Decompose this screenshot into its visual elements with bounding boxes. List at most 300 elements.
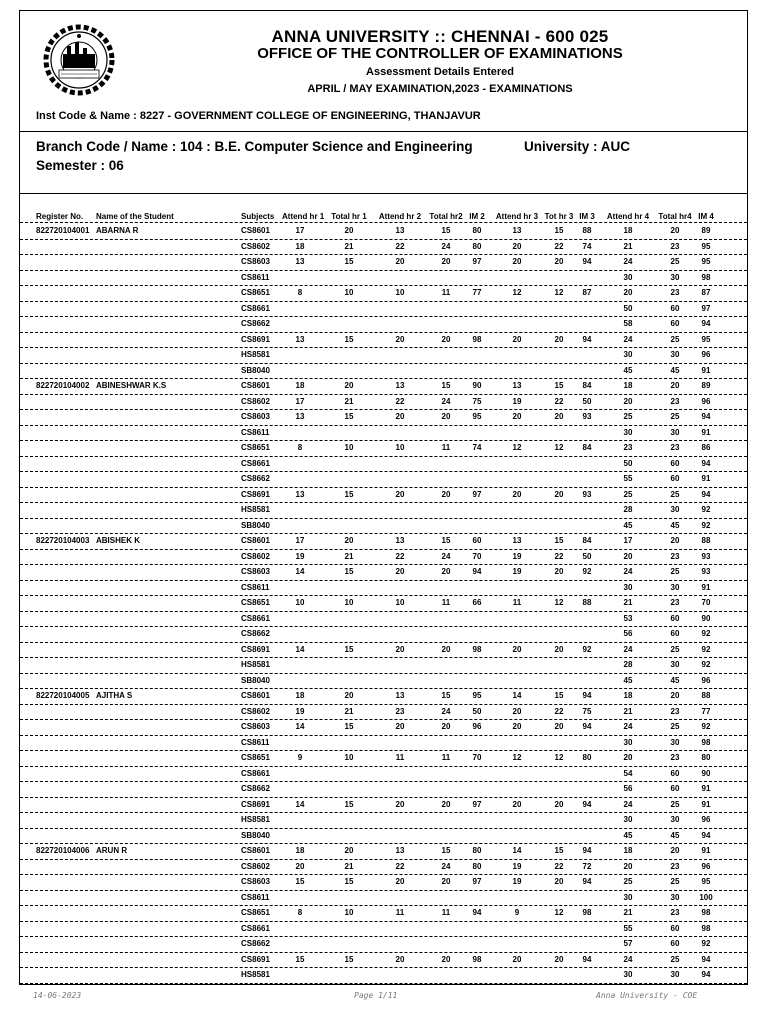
subject-cell: CS8661 [241,613,270,623]
subject-cell: CS8601 [241,226,270,235]
register-no-cell: 822720104001 [36,226,90,235]
total-hr3-cell: 22 [554,551,564,561]
total-hr4-cell: 23 [670,753,680,762]
table-row [20,255,747,271]
total-hr4-cell: 25 [670,257,680,266]
subject-cell: CS8691 [241,954,270,964]
im3-cell: 98 [582,908,592,917]
total-hr2-cell: 20 [441,489,451,499]
attend-hr2-cell: 20 [395,954,405,964]
attend-hr3-cell: 20 [512,257,522,266]
total-hr4-cell: 60 [670,768,680,778]
im3-cell: 93 [582,412,592,421]
attend-hr3-cell: 14 [512,846,522,855]
column-header: Register No. [36,212,84,221]
total-hr4-cell: 60 [670,939,680,948]
total-hr4-cell: 23 [670,288,680,297]
total-hr1-cell: 15 [344,954,354,964]
subject-cell: CS8651 [241,443,270,452]
im4-cell: 96 [701,815,711,824]
attend-hr4-cell: 25 [623,489,633,499]
attend-hr4-cell: 24 [623,799,633,809]
attend-hr1-cell: 14 [295,567,305,576]
im4-cell: 94 [701,489,711,499]
attend-hr4-cell: 20 [623,288,633,297]
total-hr3-cell: 20 [554,257,564,266]
attend-hr4-cell: 18 [623,846,633,855]
assessment-table [20,224,747,985]
subject-cell: CS8611 [241,892,270,902]
page-number: Page 1/11 [354,991,398,1000]
table-row [20,612,747,628]
report-title: Assessment Details Entered [366,66,514,78]
total-hr2-cell: 11 [441,908,451,917]
total-hr3-cell: 20 [554,412,564,421]
im2-cell: 80 [472,241,482,251]
attend-hr1-cell: 17 [295,396,305,406]
attend-hr2-cell: 20 [395,489,405,499]
subject-cell: CS8661 [241,768,270,778]
attend-hr4-cell: 24 [623,567,633,576]
attend-hr4-cell: 23 [623,443,633,452]
attend-hr4-cell: 25 [623,877,633,886]
attend-hr4-cell: 56 [623,629,633,638]
subject-cell: CS8651 [241,598,270,607]
total-hr2-cell: 20 [441,567,451,576]
total-hr4-cell: 25 [670,412,680,421]
im3-cell: 94 [582,799,592,809]
subject-cell: CS8611 [241,737,270,747]
student-name-cell: ABARNA R [96,226,139,235]
total-hr3-cell: 15 [554,846,564,855]
im2-cell: 70 [472,551,482,561]
table-row [20,488,747,504]
total-hr3-cell: 22 [554,241,564,251]
attend-hr1-cell: 17 [295,226,305,235]
table-row [20,689,747,705]
total-hr1-cell: 15 [344,799,354,809]
im2-cell: 98 [472,954,482,964]
im4-cell: 93 [701,567,711,576]
total-hr4-cell: 30 [670,582,680,592]
attend-hr3-cell: 19 [512,396,522,406]
im3-cell: 94 [582,722,592,731]
column-header: Attend hr 3 [495,212,539,221]
attend-hr1-cell: 8 [297,443,303,452]
university-field: University : AUC [524,139,631,154]
total-hr1-cell: 21 [344,706,354,716]
im4-cell: 97 [701,303,711,313]
table-row [20,813,747,829]
total-hr3-cell: 20 [554,877,564,886]
subject-cell: CS8601 [241,381,270,390]
column-header: IM 4 [698,212,714,221]
total-hr4-cell: 30 [670,505,680,514]
table-row [20,953,747,969]
im3-cell: 94 [582,954,592,964]
total-hr1-cell: 20 [344,226,354,235]
subject-cell: CS8611 [241,427,270,437]
attend-hr3-cell: 13 [512,536,522,545]
subject-cell: SB8040 [241,830,270,840]
attend-hr4-cell: 45 [623,520,633,530]
table-header [20,209,747,223]
im4-cell: 95 [701,257,711,266]
total-hr4-cell: 45 [670,365,680,375]
subject-cell: CS8602 [241,551,270,561]
subject-cell: CS8602 [241,861,270,871]
total-hr4-cell: 60 [670,474,680,483]
attend-hr4-cell: 17 [623,536,633,545]
im4-cell: 91 [701,582,711,592]
total-hr4-cell: 45 [670,520,680,530]
im4-cell: 98 [701,923,711,933]
total-hr1-cell: 15 [344,334,354,344]
im4-cell: 90 [701,768,711,778]
table-row [20,224,747,240]
attend-hr1-cell: 13 [295,489,305,499]
total-hr1-cell: 21 [344,551,354,561]
im2-cell: 98 [472,644,482,654]
total-hr2-cell: 20 [441,799,451,809]
attend-hr4-cell: 56 [623,784,633,793]
im2-cell: 97 [472,257,482,266]
im2-cell: 74 [472,443,482,452]
subject-cell: SB8040 [241,675,270,685]
student-name-cell: ABISHEK K [96,536,141,545]
table-row [20,751,747,767]
im4-cell: 92 [701,629,711,638]
table-row [20,503,747,519]
im3-cell: 84 [582,443,592,452]
im2-cell: 94 [472,567,482,576]
table-row [20,844,747,860]
attend-hr4-cell: 20 [623,753,633,762]
im4-cell: 96 [701,350,711,359]
table-row [20,875,747,891]
table-row [20,581,747,597]
subject-cell: CS8651 [241,908,270,917]
total-hr3-cell: 15 [554,381,564,390]
im3-cell: 88 [582,598,592,607]
subject-cell: HS8581 [241,350,270,359]
im4-cell: 92 [701,644,711,654]
total-hr2-cell: 11 [441,753,451,762]
total-hr4-cell: 20 [670,846,680,855]
total-hr1-cell: 15 [344,877,354,886]
attend-hr3-cell: 12 [512,443,522,452]
column-header: Total hr2 [429,212,463,221]
attend-hr2-cell: 13 [395,226,405,235]
subject-cell: HS8581 [241,660,270,669]
total-hr4-cell: 60 [670,319,680,328]
total-hr4-cell: 30 [670,892,680,902]
table-row [20,627,747,643]
subject-cell: HS8581 [241,505,270,514]
total-hr4-cell: 20 [670,226,680,235]
subject-cell: CS8602 [241,241,270,251]
im4-cell: 92 [701,722,711,731]
attend-hr4-cell: 24 [623,334,633,344]
total-hr4-cell: 23 [670,551,680,561]
total-hr4-cell: 45 [670,675,680,685]
total-hr2-cell: 24 [441,241,451,251]
total-hr3-cell: 22 [554,396,564,406]
im2-cell: 77 [472,288,482,297]
attend-hr1-cell: 15 [295,877,305,886]
attend-hr4-cell: 30 [623,892,633,902]
subject-cell: CS8603 [241,257,270,266]
subject-cell: SB8040 [241,365,270,375]
attend-hr3-cell: 19 [512,551,522,561]
student-name-cell: ABINESHWAR K.S [96,381,167,390]
im2-cell: 95 [472,412,482,421]
table-row [20,798,747,814]
attend-hr2-cell: 20 [395,334,405,344]
attend-hr3-cell: 12 [512,288,522,297]
total-hr1-cell: 20 [344,536,354,545]
im2-cell: 94 [472,908,482,917]
subject-cell: CS8603 [241,567,270,576]
im4-cell: 91 [701,365,711,375]
subject-cell: CS8661 [241,923,270,933]
attend-hr2-cell: 20 [395,644,405,654]
attend-hr1-cell: 15 [295,954,305,964]
total-hr2-cell: 15 [441,691,451,700]
attend-hr1-cell: 8 [297,908,303,917]
total-hr4-cell: 30 [670,737,680,747]
attend-hr3-cell: 20 [512,644,522,654]
total-hr1-cell: 10 [344,288,354,297]
total-hr2-cell: 20 [441,722,451,731]
attend-hr1-cell: 17 [295,536,305,545]
attend-hr3-cell: 20 [512,334,522,344]
subject-cell: CS8691 [241,799,270,809]
table-row [20,922,747,938]
column-header: Attend hr 4 [606,212,650,221]
im3-cell: 94 [582,877,592,886]
total-hr4-cell: 60 [670,923,680,933]
university-title: ANNA UNIVERSITY :: CHENNAI - 600 025 [271,27,609,46]
table-row [20,860,747,876]
total-hr2-cell: 20 [441,877,451,886]
total-hr4-cell: 20 [670,691,680,700]
im4-cell: 94 [701,830,711,840]
table-row [20,705,747,721]
attend-hr2-cell: 13 [395,536,405,545]
office-title: OFFICE OF THE CONTROLLER OF EXAMINATIONS [257,45,623,62]
im4-cell: 91 [701,474,711,483]
total-hr4-cell: 60 [670,613,680,623]
total-hr2-cell: 15 [441,846,451,855]
im2-cell: 95 [472,691,482,700]
im4-cell: 90 [701,613,711,623]
attend-hr4-cell: 24 [623,722,633,731]
table-row [20,984,747,986]
subject-cell: CS8651 [241,288,270,297]
subject-cell: CS8691 [241,644,270,654]
im4-cell: 92 [701,660,711,669]
total-hr2-cell: 24 [441,861,451,871]
attend-hr3-cell: 9 [514,908,520,917]
total-hr4-cell: 30 [670,970,680,979]
im3-cell: 94 [582,257,592,266]
total-hr4-cell: 20 [670,536,680,545]
divider [20,131,747,132]
total-hr4-cell: 25 [670,799,680,809]
im4-cell: 94 [701,458,711,468]
attend-hr4-cell: 28 [623,505,633,514]
total-hr2-cell: 15 [441,226,451,235]
attend-hr1-cell: 13 [295,334,305,344]
total-hr4-cell: 25 [670,877,680,886]
table-row [20,519,747,535]
im4-cell: 92 [701,939,711,948]
im4-cell: 86 [701,443,711,452]
im4-cell: 89 [701,226,711,235]
total-hr1-cell: 15 [344,257,354,266]
total-hr4-cell: 60 [670,303,680,313]
table-row [20,565,747,581]
im4-cell: 80 [701,753,711,762]
attend-hr2-cell: 10 [395,288,405,297]
total-hr3-cell: 15 [554,691,564,700]
im4-cell: 98 [701,737,711,747]
column-header: Total hr4 [658,212,692,221]
im4-cell: 95 [701,334,711,344]
subject-cell: CS8602 [241,396,270,406]
attend-hr2-cell: 13 [395,381,405,390]
im3-cell: 72 [582,861,592,871]
attend-hr3-cell: 11 [512,598,522,607]
total-hr3-cell: 20 [554,567,564,576]
table-row [20,333,747,349]
attend-hr2-cell: 20 [395,412,405,421]
print-date: 14-06-2023 [33,991,82,1000]
table-row [20,302,747,318]
total-hr4-cell: 30 [670,427,680,437]
column-header: Tot hr 3 [544,212,574,221]
im2-cell: 60 [472,536,482,545]
total-hr2-cell: 11 [441,443,451,452]
total-hr4-cell: 23 [670,598,680,607]
attend-hr2-cell: 10 [395,443,405,452]
im2-cell: 97 [472,877,482,886]
subject-cell: CS8603 [241,722,270,731]
total-hr4-cell: 23 [670,241,680,251]
im2-cell: 90 [472,381,482,390]
total-hr4-cell: 30 [670,272,680,282]
student-name-cell: AJITHA S [96,691,133,700]
im3-cell: 94 [582,334,592,344]
total-hr3-cell: 12 [554,908,564,917]
table-row [20,937,747,953]
attend-hr1-cell: 13 [295,412,305,421]
table-row [20,286,747,302]
attend-hr2-cell: 11 [395,908,405,917]
im3-cell: 84 [582,381,592,390]
attend-hr4-cell: 21 [623,908,633,917]
total-hr4-cell: 25 [670,722,680,731]
attend-hr1-cell: 14 [295,722,305,731]
table-row [20,658,747,674]
attend-hr2-cell: 22 [395,551,405,561]
attend-hr4-cell: 58 [623,319,633,328]
total-hr1-cell: 15 [344,489,354,499]
attend-hr4-cell: 55 [623,474,633,483]
subject-cell: CS8662 [241,474,270,483]
total-hr4-cell: 23 [670,861,680,871]
table-row [20,317,747,333]
total-hr3-cell: 12 [554,443,564,452]
subject-cell: CS8651 [241,753,270,762]
im4-cell: 91 [701,799,711,809]
total-hr1-cell: 20 [344,691,354,700]
subject-cell: CS8601 [241,691,270,700]
attend-hr1-cell: 18 [295,846,305,855]
im2-cell: 97 [472,489,482,499]
im4-cell: 94 [701,954,711,964]
im4-cell: 96 [701,396,711,406]
attend-hr2-cell: 22 [395,396,405,406]
im3-cell: 88 [582,226,592,235]
attend-hr3-cell: 20 [512,241,522,251]
attend-hr2-cell: 20 [395,877,405,886]
subject-cell: HS8581 [241,815,270,824]
attend-hr4-cell: 55 [623,923,633,933]
im2-cell: 50 [472,706,482,716]
attend-hr4-cell: 53 [623,613,633,623]
total-hr3-cell: 12 [554,288,564,297]
table-row [20,441,747,457]
register-no-cell: 822720104003 [36,536,90,545]
total-hr3-cell: 20 [554,644,564,654]
table-row [20,720,747,736]
attend-hr3-cell: 13 [512,226,522,235]
student-name-cell: ARUN R [96,846,128,855]
total-hr4-cell: 25 [670,334,680,344]
attend-hr4-cell: 30 [623,427,633,437]
table-row [20,240,747,256]
im4-cell: 77 [701,706,711,716]
im4-cell: 70 [701,598,711,607]
subject-cell: CS8603 [241,877,270,886]
attend-hr4-cell: 20 [623,861,633,871]
subject-cell: CS8662 [241,319,270,328]
total-hr1-cell: 10 [344,598,354,607]
table-row [20,829,747,845]
total-hr1-cell: 21 [344,861,354,871]
subject-cell: CS8661 [241,303,270,313]
im3-cell: 80 [582,753,592,762]
attend-hr1-cell: 13 [295,257,305,266]
attend-hr3-cell: 20 [512,706,522,716]
total-hr3-cell: 20 [554,954,564,964]
total-hr1-cell: 10 [344,908,354,917]
im3-cell: 74 [582,241,592,251]
total-hr4-cell: 23 [670,908,680,917]
attend-hr1-cell: 9 [297,753,303,762]
attend-hr4-cell: 18 [623,381,633,390]
total-hr4-cell: 23 [670,443,680,452]
attend-hr4-cell: 57 [623,939,633,948]
attend-hr3-cell: 20 [512,954,522,964]
attend-hr4-cell: 30 [623,737,633,747]
im3-cell: 50 [582,396,592,406]
table-row [20,968,747,984]
table-row [20,410,747,426]
attend-hr3-cell: 20 [512,412,522,421]
